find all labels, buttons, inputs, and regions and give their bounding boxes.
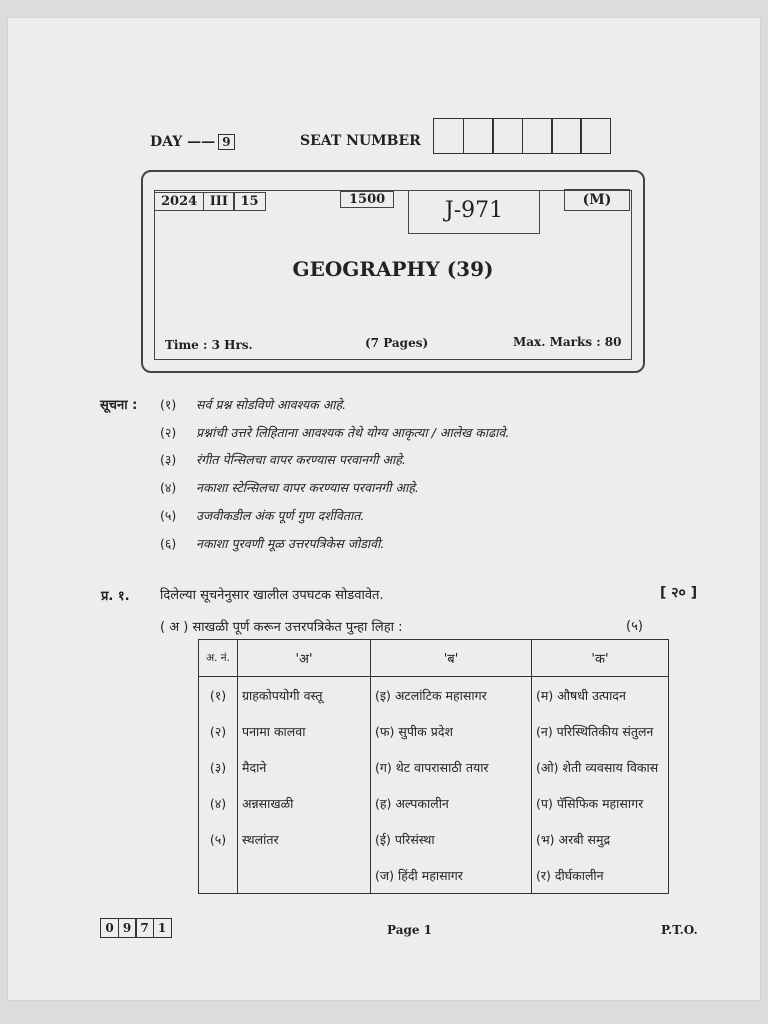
date-number: 15 <box>233 192 265 211</box>
header-column-c: 'क' <box>532 640 669 677</box>
instruction-item: (१) सर्व प्रश्न सोडविणे आवश्यक आहे. <box>160 397 347 412</box>
table-row <box>199 857 669 894</box>
table-row <box>199 749 669 785</box>
question-text: दिलेल्या सूचनेनुसार खालील उपघटक सोडवावेत. <box>160 588 384 603</box>
cell-c: (म) औषधी उत्पादन <box>532 677 669 714</box>
table-header-row <box>199 640 669 677</box>
pages-info: (7 Pages) <box>365 336 429 350</box>
table-row <box>199 677 669 714</box>
cell-a: मैदाने <box>238 749 371 785</box>
code-digit: 9 <box>118 918 137 938</box>
code-digit: 1 <box>153 918 172 938</box>
instruction-item: (२) प्रश्नांची उत्तरे लिहिताना आवश्यक तेथे योग्य आकृत्या / आलेख काढावे. <box>160 425 510 440</box>
cell-b: (इ) अटलांटिक महासागर <box>371 677 532 714</box>
cell-serial: (२) <box>199 713 238 749</box>
paper-title: GEOGRAPHY (39) <box>292 257 494 281</box>
cell-b: (ई) परिसंस्था <box>371 821 532 857</box>
header-column-a: 'अ' <box>238 640 371 677</box>
please-turn-over: P.T.O. <box>661 923 698 937</box>
cell-serial: (१) <box>199 677 238 714</box>
header-serial: अ. नं. <box>199 640 238 677</box>
instructions-label: सूचना : <box>100 398 138 413</box>
chain-table <box>198 639 669 894</box>
paper-code: J-971 <box>408 190 540 234</box>
seat-number-label: SEAT NUMBER <box>300 133 421 149</box>
instruction-item: (६) नकाशा पुरवणी मूळ उत्तरपत्रिकेस जोडावी. <box>160 536 385 551</box>
cell-a: स्थलांतर <box>238 821 371 857</box>
seat-number-boxes[interactable] <box>435 118 611 154</box>
cell-c: (प) पॅसिफिक महासागर <box>532 785 669 821</box>
code-digit: 0 <box>100 918 119 938</box>
day-number: 9 <box>218 134 234 150</box>
exam-sheet <box>8 18 760 1000</box>
cell-a: ग्राहकोपयोगी वस्तू <box>238 677 371 714</box>
cell-a <box>238 857 371 894</box>
month-code: III <box>203 192 235 211</box>
cell-serial <box>199 857 238 894</box>
seat-box[interactable] <box>522 118 553 154</box>
cell-b: (ज) हिंदी महासागर <box>371 857 532 894</box>
seat-box[interactable] <box>463 118 494 154</box>
medium-code: (M) <box>564 189 630 211</box>
cell-b: (ह) अल्पकालीन <box>371 785 532 821</box>
cell-a: अन्नसाखळी <box>238 785 371 821</box>
paper-number: 1500 <box>340 191 394 208</box>
header-column-b: 'ब' <box>371 640 532 677</box>
seat-box[interactable] <box>580 118 611 154</box>
subquestion-text: ( अ ) साखळी पूर्ण करून उत्तरपत्रिकेत पुन्हा लिहा : <box>160 620 403 635</box>
table-row <box>199 785 669 821</box>
cell-serial: (५) <box>199 821 238 857</box>
question-marks: [ २० ] <box>660 585 698 601</box>
cell-c: (न) परिस्थितिकीय संतुलन <box>532 713 669 749</box>
instruction-item: (३) रंगीत पेन्सिलचा वापर करण्यास परवानगी आहे. <box>160 452 406 467</box>
max-marks-info: Max. Marks : 80 <box>513 335 622 349</box>
table-row <box>199 713 669 749</box>
cell-c: (ओ) शेती व्यवसाय विकास <box>532 749 669 785</box>
cell-serial: (३) <box>199 749 238 785</box>
seat-box[interactable] <box>433 118 464 154</box>
cell-c: (र) दीर्घकालीन <box>532 857 669 894</box>
seat-box[interactable] <box>551 118 582 154</box>
question-label: प्र. १. <box>101 589 130 604</box>
subquestion-marks: (५) <box>626 619 643 634</box>
code-digit: 7 <box>135 918 154 938</box>
cell-serial: (४) <box>199 785 238 821</box>
paper-code-footer <box>100 918 170 938</box>
cell-a: पनामा कालवा <box>238 713 371 749</box>
instruction-item: (५) उजवीकडील अंक पूर्ण गुण दर्शवितात. <box>160 508 365 523</box>
date-code <box>154 192 264 211</box>
year-code: 2024 <box>154 192 204 211</box>
day-label: DAY —— <box>150 134 216 150</box>
cell-b: (ग) थेट वापरासाठी तयार <box>371 749 532 785</box>
page-number: Page 1 <box>387 923 433 937</box>
cell-b: (फ) सुपीक प्रदेश <box>371 713 532 749</box>
cell-c: (भ) अरबी समुद्र <box>532 821 669 857</box>
day-field <box>150 134 235 150</box>
table-row <box>199 821 669 857</box>
time-info: Time : 3 Hrs. <box>165 338 253 352</box>
instruction-item: (४) नकाशा स्टेन्सिलचा वापर करण्यास परवानगी आहे. <box>160 480 419 495</box>
seat-box[interactable] <box>492 118 523 154</box>
